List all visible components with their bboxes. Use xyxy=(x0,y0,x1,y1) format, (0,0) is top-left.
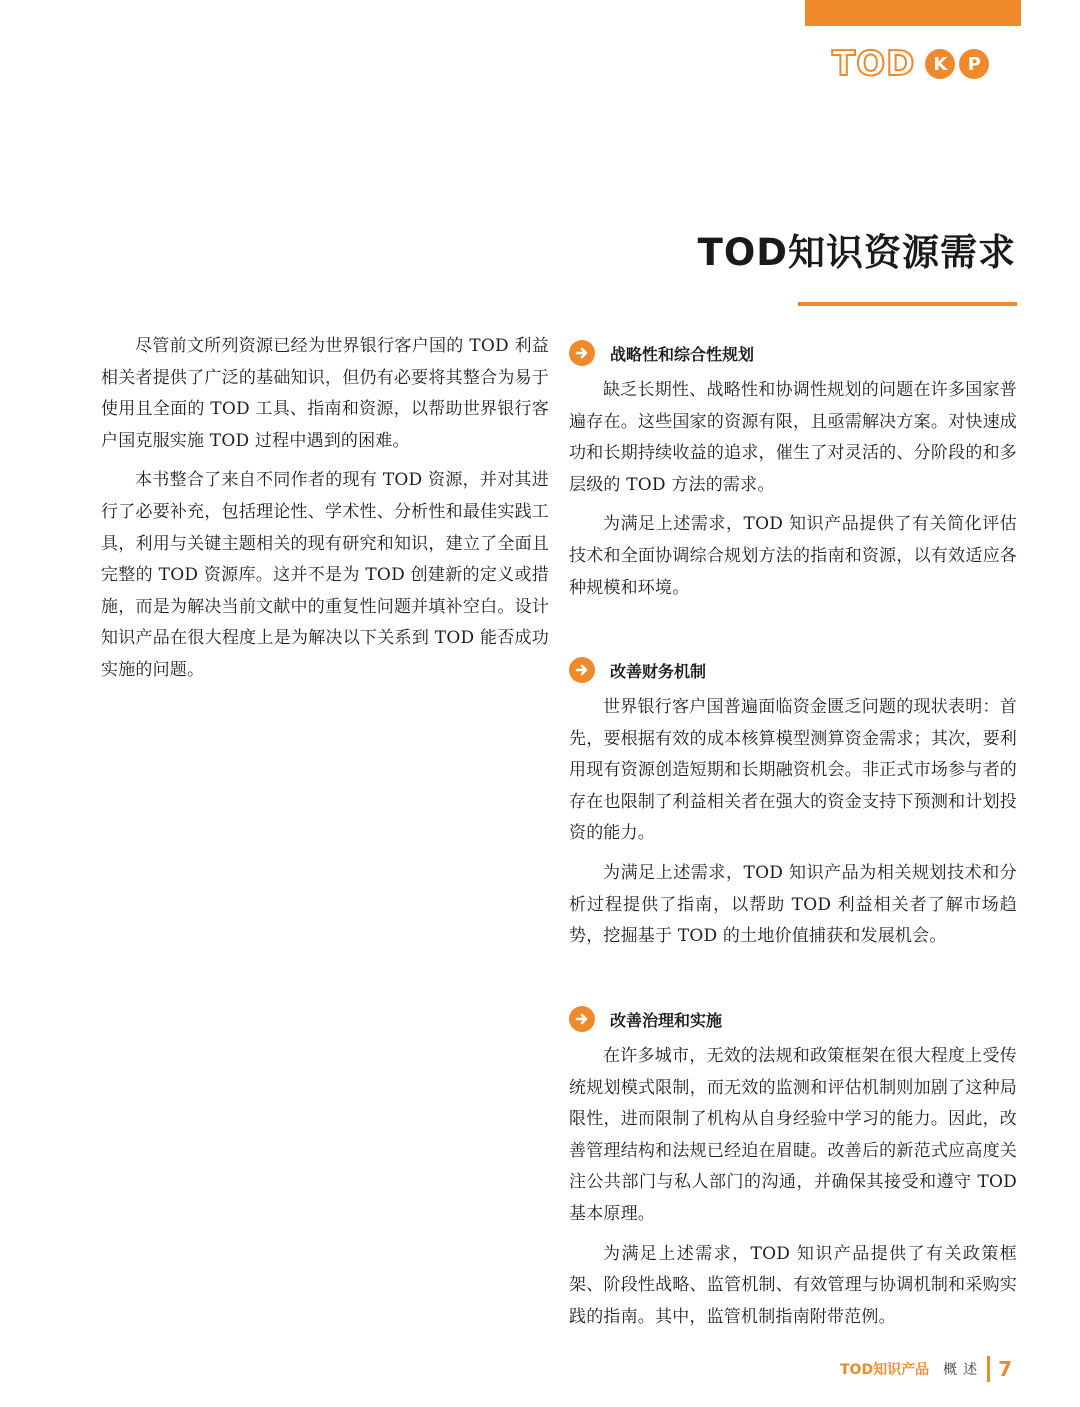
section-title: 战略性和综合性规划 xyxy=(610,344,755,364)
footer-product-name: TOD知识产品 xyxy=(840,1362,930,1378)
section-paragraph: 为满足上述需求，TOD 知识产品提供了有关简化评估技术和全面协调综合规划方法的指南和资源，以有效适应各种规模和环境。 xyxy=(569,514,1017,598)
footer-section-name: 概述 xyxy=(943,1362,984,1378)
section-paragraph: 在许多城市，无效的法规和政策框架在很大程度上受传统规划模式限制，而无效的监测和评估机制则加剧了这种局限性，进而限制了机构从自身经验中学习的能力。因此，改善管理结构和法规已经迫在眉睫。改善后的新范式应高度关注公共部门与私人部门的沟通，并确保其接受和遵守 TOD 基本原理。 xyxy=(569,1046,1017,1224)
arrow-right-icon xyxy=(569,1006,595,1032)
section-heading xyxy=(569,997,1017,1041)
section-financial-mechanisms xyxy=(569,648,1017,961)
section-paragraph: 为满足上述需求，TOD 知识产品提供了有关政策框架、阶段性战略、监管机制、有效管理与协调机制和采购实践的指南。其中，监管机制指南附带范例。 xyxy=(569,1243,1017,1327)
logo-text: TOD xyxy=(832,44,916,84)
section-heading xyxy=(569,648,1017,692)
top-accent-bar xyxy=(805,0,1021,26)
arrow-right-icon xyxy=(569,340,595,366)
section-governance-implementation xyxy=(569,997,1017,1341)
section-heading xyxy=(569,331,1017,375)
tod-kp-logo xyxy=(832,44,989,84)
section-paragraph: 缺乏长期性、战略性和协调性规划的问题在许多国家普遍存在。这些国家的资源有限，且亟需解决方案。对快速成功和长期持续收益的追求，催生了对灵活的、分阶段的和多层级的 TOD 方法的需求。 xyxy=(569,380,1017,495)
intro-paragraph: 本书整合了来自不同作者的现有 TOD 资源，并对其进行了必要补充，包括理论性、学术性、分析性和最佳实践工具，利用与关键主题相关的现有研究和知识，建立了全面且完整的 TOD 资源库。这并不是为 TOD 创建新的定义或措施，而是为解决当前文献中的重复性问题并填补空白。设计知识产品在很大程度上是为解决以下关系到 TOD 能否成功实施的问题。 xyxy=(101,470,549,680)
footer-divider xyxy=(987,1356,990,1382)
logo-p-badge: P xyxy=(959,49,989,79)
section-paragraph: 为满足上述需求，TOD 知识产品为相关规划技术和分析过程提供了指南，以帮助 TOD 利益相关者了解市场趋势，挖掘基于 TOD 的土地价值捕获和发展机会。 xyxy=(569,862,1017,947)
page-footer xyxy=(840,1355,1012,1383)
intro-column xyxy=(101,331,549,695)
title-underline xyxy=(798,302,1017,306)
section-title: 改善财务机制 xyxy=(610,661,707,681)
arrow-right-icon xyxy=(569,657,595,683)
section-strategic-planning xyxy=(569,331,1017,612)
intro-paragraph: 尽管前文所列资源已经为世界银行客户国的 TOD 利益相关者提供了广泛的基础知识，但仍有必要将其整合为易于使用且全面的 TOD 工具、指南和资源，以帮助世界银行客户国克服实施 TOD 过程中遇到的困难。 xyxy=(101,336,549,451)
page-number: 7 xyxy=(998,1357,1012,1381)
logo-k-badge: K xyxy=(925,49,955,79)
section-paragraph: 世界银行客户国普遍面临资金匮乏问题的现状表明：首先，要根据有效的成本核算模型测算资金需求；其次，要利用现有资源创造短期和长期融资机会。非正式市场参与者的存在也限制了利益相关者在强大的资金支持下预测和计划投资的能力。 xyxy=(569,697,1017,844)
section-title: 改善治理和实施 xyxy=(610,1010,723,1030)
page-title: TOD知识资源需求 xyxy=(697,231,1016,274)
